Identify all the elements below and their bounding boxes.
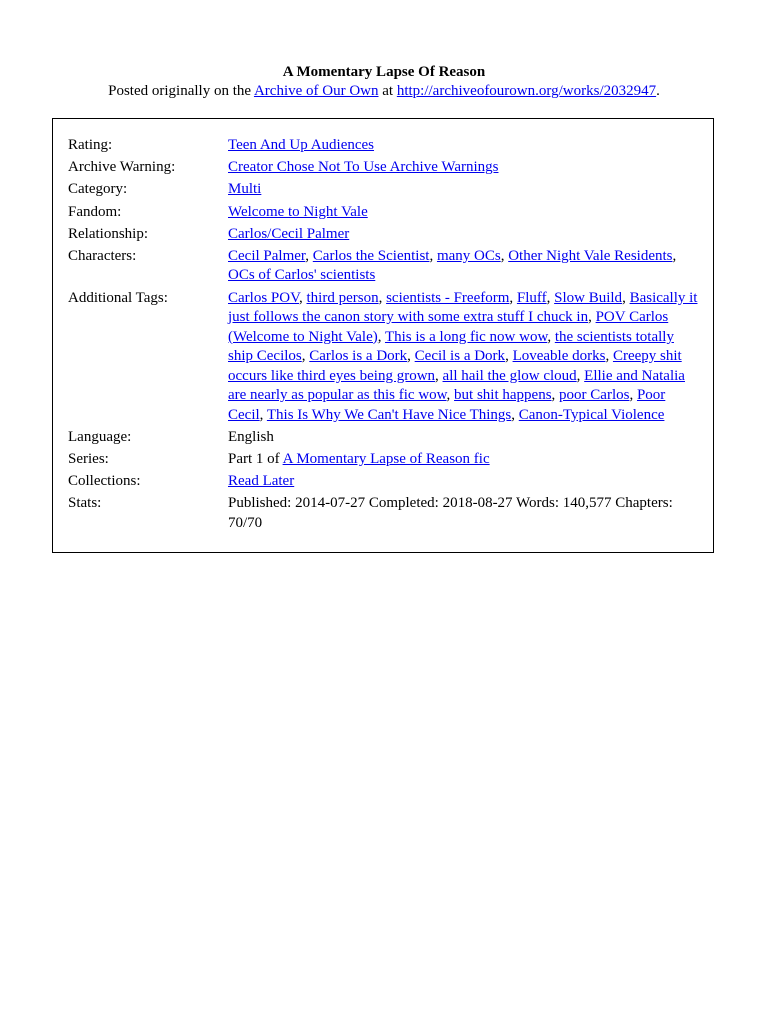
freeform-tag-link[interactable]: POV Carlos (Welcome to Night Vale): [228, 309, 669, 345]
end-text: .: [656, 83, 660, 99]
freeform-tag-link[interactable]: poor Carlos: [559, 387, 630, 404]
fandom-tag-link[interactable]: Welcome to Night Vale: [228, 203, 368, 220]
meta-value-collections: [228, 472, 698, 492]
meta-value-relationship: [228, 225, 698, 245]
freeform-tag-link[interactable]: Cecil is a Dork: [414, 348, 506, 365]
freeform-tag-link[interactable]: This is a long fic now wow: [384, 328, 548, 345]
character-tag-link[interactable]: Cecil Palmer: [228, 247, 306, 264]
category-tag-link[interactable]: Multi: [228, 181, 262, 198]
relationship-tag-link[interactable]: Carlos/Cecil Palmer: [228, 225, 350, 242]
meta-label-language: Language:: [68, 428, 132, 445]
meta-label-collections: Collections:: [68, 473, 141, 490]
meta-row-fandom: [53, 203, 713, 223]
meta-label-additional-tags: Additional Tags:: [68, 289, 168, 306]
meta-row-additional-tags: [53, 289, 713, 426]
meta-row-stats: [53, 494, 713, 533]
freeform-tag-link[interactable]: Poor Cecil: [228, 387, 666, 423]
meta-value-characters: Cecil Palmer, Carlos the Scientist, many OCs, Other Night Vale Residents, OCs of Carlos' scientists: [228, 247, 677, 284]
meta-row-characters: [53, 247, 713, 286]
freeform-tag-link[interactable]: scientists - Freeform: [386, 289, 510, 306]
meta-value-category: [228, 180, 698, 200]
meta-value-additional-tags: Carlos POV, third person, scientists - Freeform, Fluff, Slow Build, Basically it just follows the canon story with some extra stuff I chuck in, POV Carlos (Welcome to Night Vale), This is a long fic now wow, the scientists totally ship Cecilos, Carlos is a Dork, Cecil is a Dork, Loveable dorks, Creepy shit occurs like third eyes being grown, all hail the glow cloud, Ellie and Natalia are nearly as popular as this fic wow, but shit happens, poor Carlos, Poor Cecil, This Is Why We Can't Have Nice Things, Canon-Typical Violence: [228, 289, 698, 423]
meta-value-warning: [228, 158, 698, 178]
character-tag-link[interactable]: OCs of Carlos' scientists: [228, 267, 376, 284]
freeform-tag-link[interactable]: Creepy shit occurs like third eyes being grown: [228, 348, 682, 384]
series-prefix: Part 1 of: [228, 451, 283, 467]
freeform-tag-link[interactable]: Loveable dorks: [512, 348, 606, 365]
work-meta-box: [52, 118, 714, 553]
work-title: A Momentary Lapse Of Reason: [282, 64, 486, 80]
character-tag-link[interactable]: many OCs: [436, 247, 501, 264]
meta-row-rating: [53, 136, 713, 156]
freeform-tag-link[interactable]: This Is Why We Can't Have Nice Things: [266, 406, 512, 423]
freeform-tag-link[interactable]: Canon-Typical Violence: [518, 406, 665, 423]
meta-label-characters: Characters:: [68, 247, 137, 264]
warning-tag-link[interactable]: Creator Chose Not To Use Archive Warnings: [228, 159, 499, 176]
meta-row-relationship: [53, 225, 713, 245]
meta-row-series: [53, 450, 713, 470]
meta-value-stats: Published: 2014-07-27 Completed: 2018-08-27 Words: 140,577 Chapters: 70/70: [228, 495, 673, 531]
freeform-tag-link[interactable]: Slow Build: [554, 289, 623, 306]
archive-link[interactable]: Archive of Our Own: [253, 83, 379, 99]
document-header: [0, 0, 768, 101]
collection-link[interactable]: Read Later: [228, 473, 295, 490]
meta-row-category: [53, 180, 713, 200]
freeform-tag-link[interactable]: but shit happens: [454, 387, 552, 404]
posted-prefix: Posted originally on the: [108, 83, 254, 99]
freeform-tag-link[interactable]: all hail the glow cloud: [442, 367, 577, 384]
work-url-link[interactable]: http://archiveofourown.org/works/2032947: [396, 83, 657, 99]
series-link[interactable]: A Momentary Lapse of Reason fic: [282, 451, 490, 467]
meta-label-relationship: Relationship:: [68, 225, 148, 242]
meta-label-fandom: Fandom:: [68, 203, 122, 220]
freeform-tag-link[interactable]: Ellie and Natalia are nearly as popular as this fic wow: [228, 367, 685, 404]
rating-tag-link[interactable]: Teen And Up Audiences: [228, 137, 375, 153]
meta-label-warning: Archive Warning:: [68, 159, 176, 176]
meta-value-series: [228, 450, 698, 470]
freeform-tag-link[interactable]: the scientists totally ship Cecilos: [228, 328, 674, 365]
at-text: at: [378, 83, 397, 99]
meta-value-language: English: [228, 428, 274, 445]
freeform-tag-link[interactable]: Fluff: [516, 289, 547, 306]
meta-label-series: Series:: [68, 451, 109, 467]
posted-line: [0, 82, 768, 101]
character-tag-link[interactable]: Other Night Vale Residents: [508, 247, 673, 264]
character-tag-link[interactable]: Carlos the Scientist: [312, 247, 430, 264]
freeform-tag-link[interactable]: Basically it just follows the canon story with some extra stuff I chuck in: [228, 289, 698, 326]
meta-label-stats: Stats:: [68, 495, 102, 512]
freeform-tag-link[interactable]: Carlos is a Dork: [309, 348, 408, 365]
meta-row-warning: [53, 158, 713, 178]
freeform-tag-link[interactable]: Carlos POV: [228, 289, 299, 306]
meta-label-category: Category:: [68, 181, 128, 198]
meta-value-rating: [228, 136, 698, 156]
meta-label-rating: Rating:: [68, 137, 113, 153]
meta-row-collections: [53, 472, 713, 492]
freeform-tag-link[interactable]: third person: [306, 289, 379, 306]
meta-value-fandom: [228, 203, 698, 223]
meta-row-language: [53, 428, 713, 448]
